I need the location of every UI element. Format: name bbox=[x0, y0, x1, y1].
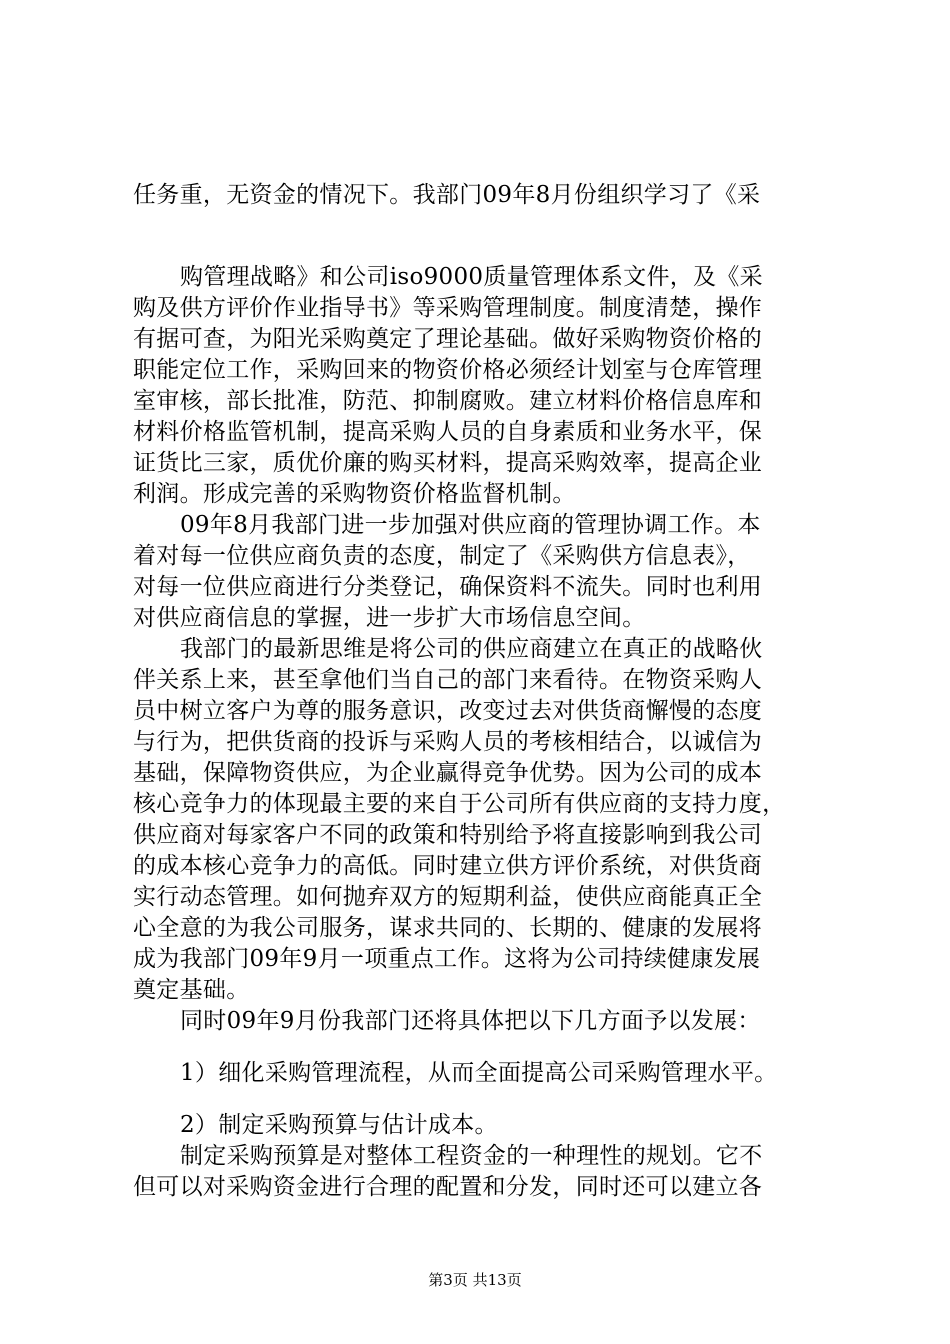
text-line: 利润。形成完善的采购物资价格监督机制。 bbox=[133, 481, 576, 507]
text-line: 任务重，无资金的情况下。我部门09年8月份组织学习了《采 bbox=[133, 182, 761, 208]
text-line: 员中树立客户为尊的服务意识，改变过去对供货商懈慢的态度 bbox=[133, 698, 763, 724]
text-line: 心全意的为我公司服务，谋求共同的、长期的、健康的发展将 bbox=[133, 915, 763, 941]
text-line: 购管理战略》和公司iso9000质量管理体系文件，及《采 bbox=[180, 264, 763, 290]
text-line: 的成本核心竞争力的高低。同时建立供方评价系统，对供货商 bbox=[133, 853, 763, 879]
text-line: 对供应商信息的掌握，进一步扩大市场信息空间。 bbox=[133, 605, 646, 631]
text-line: 购及供方评价作业指导书》等采购管理制度。制度清楚，操作 bbox=[133, 295, 763, 321]
text-line: 奠定基础。 bbox=[133, 977, 250, 1003]
text-line: 成为我部门09年9月一项重点工作。这将为公司持续健康发展 bbox=[133, 946, 761, 972]
text-line: 有据可查，为阳光采购奠定了理论基础。做好采购物资价格的 bbox=[133, 326, 763, 352]
text-line: 与行为，把供货商的投诉与采购人员的考核相结合，以诚信为 bbox=[133, 729, 763, 755]
text-line: 着对每一位供应商负责的态度，制定了《采购供方信息表》， bbox=[133, 543, 751, 569]
text-line: 核心竞争力的体现最主要的来自于公司所有供应商的支持力度， bbox=[133, 791, 786, 817]
page-number: 第3页 共13页 bbox=[428, 1271, 522, 1289]
text-line: 09年8月我部门进一步加强对供应商的管理协调工作。本 bbox=[180, 512, 761, 538]
text-line: 对每一位供应商进行分类登记，确保资料不流失。同时也利用 bbox=[133, 574, 763, 600]
text-line: 同时09年9月份我部门还将具体把以下几方面予以发展： bbox=[180, 1008, 761, 1034]
text-line: 供应商对每家客户不同的政策和特别给予将直接影响到我公司 bbox=[133, 822, 763, 848]
text-line: 基础，保障物资供应，为企业赢得竞争优势。因为公司的成本 bbox=[133, 760, 763, 786]
text-line: 职能定位工作，采购回来的物资价格必须经计划室与仓库管理 bbox=[133, 357, 763, 383]
text-line: 室审核，部长批准，防范、抑制腐败。建立材料价格信息库和 bbox=[133, 388, 763, 414]
list-item: 2）制定采购预算与估计成本。 bbox=[180, 1112, 498, 1138]
text-line: 但可以对采购资金进行合理的配置和分发，同时还可以建立各 bbox=[133, 1174, 763, 1200]
text-line: 证货比三家，质优价廉的购买材料，提高采购效率，提高企业 bbox=[133, 450, 763, 476]
list-item: 1）细化采购管理流程，从而全面提高公司采购管理水平。 bbox=[180, 1060, 778, 1086]
text-line: 材料价格监管机制，提高采购人员的自身素质和业务水平，保 bbox=[133, 419, 763, 445]
text-line: 制定采购预算是对整体工程资金的一种理性的规划。它不 bbox=[180, 1143, 763, 1169]
text-line: 伴关系上来，甚至拿他们当自己的部门来看待。在物资采购人 bbox=[133, 667, 763, 693]
text-line: 实行动态管理。如何抛弃双方的短期利益，使供应商能真正全 bbox=[133, 884, 763, 910]
text-line: 我部门的最新思维是将公司的供应商建立在真正的战略伙 bbox=[180, 636, 763, 662]
